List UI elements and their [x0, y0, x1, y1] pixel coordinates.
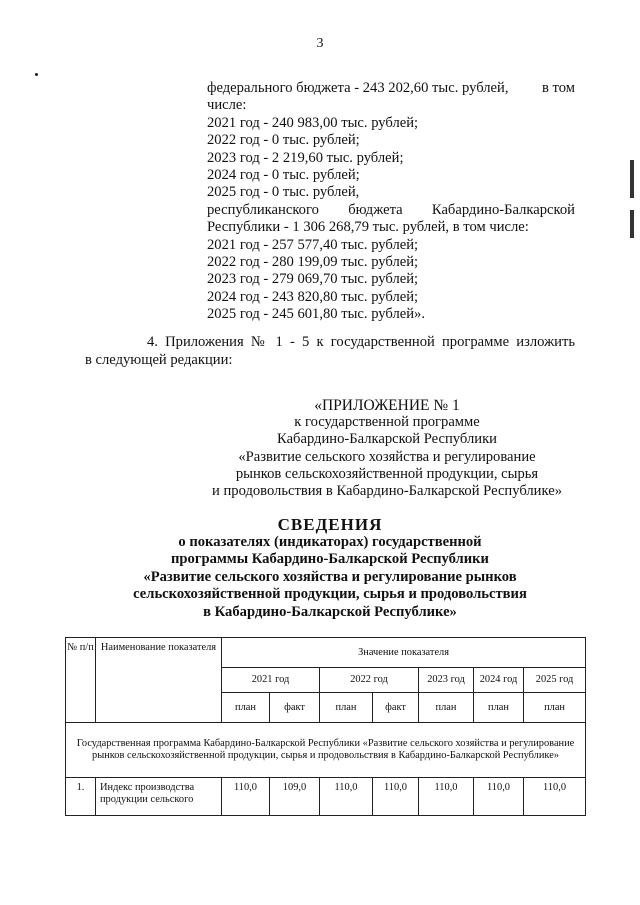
sub-header: план	[524, 693, 586, 723]
budget-year-line: 2022 год - 280 199,09 тыс. рублей;	[207, 254, 419, 271]
row-indicator-name: Индекс производства продукции сельского	[96, 778, 222, 816]
row-value: 109,0	[270, 778, 320, 816]
table-program-row	[66, 723, 586, 778]
heading-title: СВЕДЕНИЯ	[277, 515, 383, 534]
year-header: 2024 год	[474, 668, 524, 693]
budget-year-line: 2021 год - 257 577,40 тыс. рублей;	[207, 236, 419, 253]
row-value: 110,0	[373, 778, 419, 816]
row-value: 110,0	[419, 778, 474, 816]
budget-year-line: 2021 год - 240 983,00 тыс. рублей;	[207, 114, 419, 131]
scan-edge-mark	[630, 160, 634, 198]
table-row	[66, 778, 586, 816]
page-number: 3	[316, 36, 324, 51]
year-header: 2022 год	[320, 668, 419, 693]
annex-header: «ПРИЛОЖЕНИЕ № 1 к государственной программе Кабардино-Балкарской Республики «Развитие сельского хозяйства и регулирование рынков сельскохозяйственной продукции, сырья и продовольствия в Кабардино-Балкарской Республике»	[190, 397, 584, 500]
sub-header: факт	[270, 693, 320, 723]
scan-edge-mark	[630, 210, 634, 238]
col-value-header: Значение показателя	[222, 638, 586, 668]
budget-year-line: 2025 год - 245 601,80 тыс. рублей».	[207, 306, 425, 323]
scan-speck	[35, 73, 38, 76]
annex-title: «ПРИЛОЖЕНИЕ № 1	[314, 397, 460, 414]
sub-header: план	[419, 693, 474, 723]
row-value: 110,0	[474, 778, 524, 816]
sub-header: план	[474, 693, 524, 723]
row-value: 110,0	[222, 778, 270, 816]
col-num-header: № п/п	[66, 638, 96, 723]
budget-year-line: 2024 год - 243 820,80 тыс. рублей;	[207, 288, 419, 305]
row-value: 110,0	[524, 778, 586, 816]
program-title-cell: Государственная программа Кабардино-Балкарской Республики «Развитие сельского хозяйства и регулирование рынков сельскохозяйственной продукции, сырья и продовольствия в Кабардино-Балкарской Республике»	[66, 723, 586, 778]
budget-year-line: 2024 год - 0 тыс. рублей;	[207, 167, 360, 184]
document-heading: СВЕДЕНИЯ о показателях (индикаторах) государственной программы Кабардино-Балкарской Республики «Развитие сельского хозяйства и регулирование рынков сельскохозяйственной продукции, сырья и продовольствия в Кабардино-Балкарской Республике»	[85, 516, 575, 622]
year-header: 2023 год	[419, 668, 474, 693]
budget-year-line: 2023 год - 2 219,60 тыс. рублей;	[207, 149, 404, 166]
table-header-row	[66, 638, 586, 668]
amendment-paragraph: 4. Приложения № 1 - 5 к государственной программе изложить в следующей редакции:	[85, 334, 575, 368]
col-name-header: Наименование показателя	[96, 638, 222, 723]
row-value: 110,0	[320, 778, 373, 816]
budget-year-line: 2022 год - 0 тыс. рублей;	[207, 132, 360, 149]
sub-header: факт	[373, 693, 419, 723]
year-header: 2025 год	[524, 668, 586, 693]
year-header: 2021 год	[222, 668, 320, 693]
indicators-table	[65, 637, 586, 816]
federal-budget-line: федерального бюджета - 243 202,60 тыс. рублей, в том	[207, 80, 575, 96]
republic-budget-line: республиканского бюджета Кабардино-Балкарской	[207, 201, 575, 218]
row-num: 1.	[66, 778, 96, 816]
budget-year-line: 2025 год - 0 тыс. рублей,	[207, 184, 360, 201]
budget-year-line: 2023 год - 279 069,70 тыс. рублей;	[207, 271, 419, 288]
budget-block: федерального бюджета - 243 202,60 тыс. рублей, в том числе: 2021 год - 240 983,00 тыс. рублей; 2022 год - 0 тыс. рублей; 2023 год - 2 219,60 тыс. рублей; 2024 год - 0 тыс. рублей; 2025 год - 0 тыс. рублей, республиканского бюджета Кабардино-Балкарской Республики - 1 306 268,79 тыс. рублей, в том числе: 2021 год - 257 577,40 тыс. рублей; 2022 год - 280 199,09 тыс. рублей; 2023 год - 279 069,70 тыс. рублей; 2024 год - 243 820,80 тыс. рублей; 2025 год - 245 601,80 тыс. рублей».	[207, 80, 575, 323]
sub-header: план	[222, 693, 270, 723]
sub-header: план	[320, 693, 373, 723]
